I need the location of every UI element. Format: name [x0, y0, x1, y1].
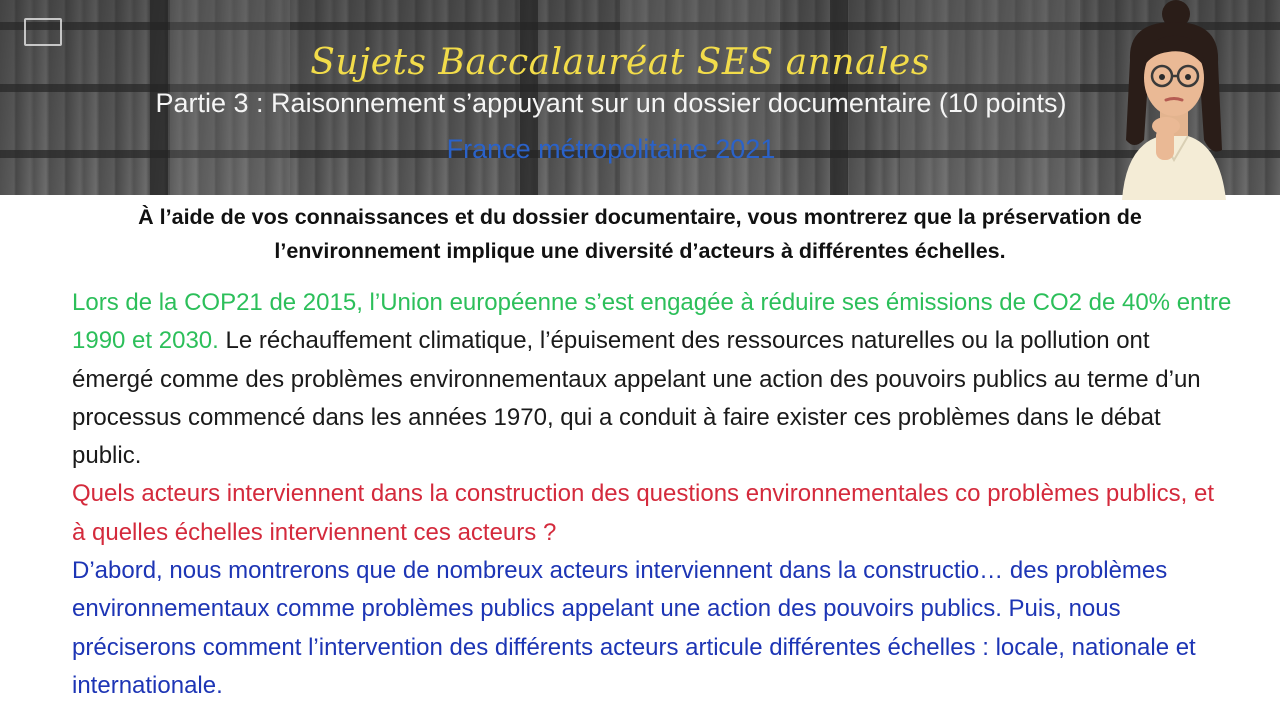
- introduction-text: [72, 284, 1232, 705]
- introduction-annonce-plan: D’abord, nous montrerons que de nombreux acteurs interviennent dans la constructio… des problèmes environnementaux comme problèmes publics appelant une action des pouvoirs publics. Puis, nous préciserons comment l’intervention des différents acteurs articule différentes échelles : locale, nationale et internationale.: [72, 557, 1196, 699]
- page-subtitle: Partie 3 : Raisonnement s’appuyant sur un dossier documentaire (10 points): [155, 88, 1067, 118]
- prompt-line: À l’aide de vos connaissances et du dossier documentaire, vous montrerez que la préservation de: [138, 205, 1142, 229]
- introduction-context: Le réchauffement climatique, l’épuisement des ressources naturelles ou la pollution ont émergé comme des problèmes environnementaux appelant une action des pouvoirs publics au terme d’un processus commencé dans les années 1970, qui a conduit à faire exister ces problèmes dans le débat public.: [72, 327, 1201, 470]
- page-title: Sujets Baccalauréat SES annales: [310, 42, 930, 83]
- prompt-line: l’environnement implique une diversité d’acteurs à différentes échelles.: [274, 239, 1006, 263]
- header-banner: [0, 0, 1280, 195]
- introduction-hook: Lors de la COP21 de 2015, l’Union européenne s’est engagée à réduire ses émissions de CO2 de 40% entre 1990 et 2030.: [72, 289, 1232, 355]
- introduction-problematique: Quels acteurs interviennent dans la construction des questions environnementales co problèmes publics, et à quelles échelles interviennent ces acteurs ?: [72, 480, 1214, 546]
- teacher-avatar: [1108, 0, 1238, 200]
- exam-session: France métropolitaine 2021: [446, 134, 776, 164]
- essay-prompt: [40, 200, 1240, 268]
